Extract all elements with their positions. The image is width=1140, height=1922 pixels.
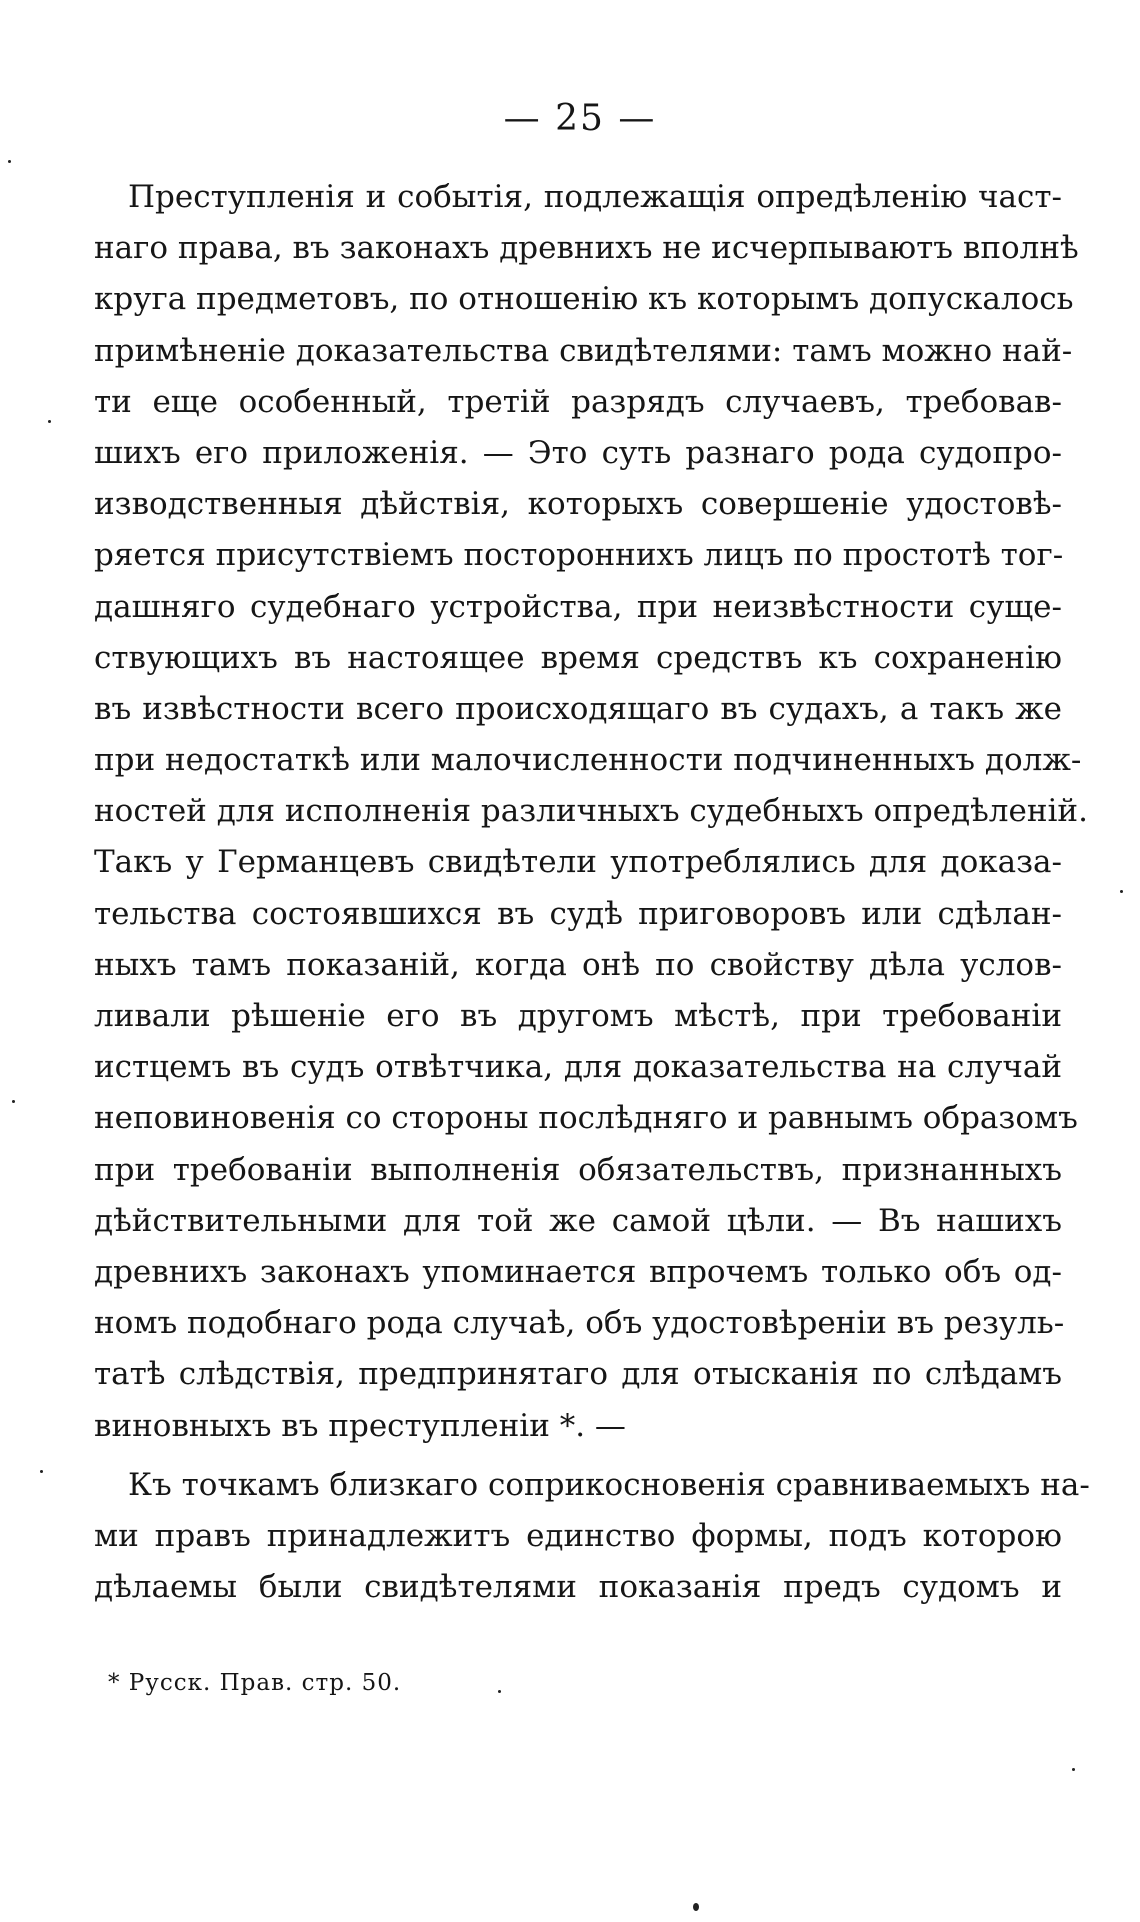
text-line: ныхъ тамъ показаній, когда онѣ по свойству дѣла услов- (94, 946, 1062, 983)
text-line: виновныхъ въ преступленіи *. — (94, 1407, 626, 1444)
text-line: ряется присутствіемъ постороннихъ лицъ по простотѣ тог- (94, 537, 1064, 574)
text-line: Къ точкамъ близкаго соприкосновенія сравниваемыхъ на- (128, 1466, 1090, 1503)
text-line: круга предметовъ, по отношенію къ которымъ допускалось (94, 281, 1074, 318)
text-line: дѣйствительными для той же самой цѣли. — Въ нашихъ (94, 1202, 1062, 1239)
text-line: наго права, въ законахъ древнихъ не исчерпываютъ вполнѣ (94, 230, 1079, 267)
paragraph-gap (94, 1452, 1062, 1460)
footnote: * Русск. Прав. стр. 50. (108, 1670, 402, 1696)
text-line: ми правъ принадлежитъ единство формы, подъ которою (94, 1517, 1062, 1554)
scan-speck (693, 1903, 699, 1911)
text-line: при недостаткѣ или малочисленности подчиненныхъ долж- (94, 742, 1082, 779)
text-line: номъ подобнаго рода случаѣ, объ удостовѣреніи въ резуль- (94, 1305, 1065, 1342)
text-line: Такъ у Германцевъ свидѣтели употреблялись для доказа- (94, 844, 1062, 881)
text-line: ствующихъ въ настоящее время средствъ къ сохраненію (94, 639, 1062, 676)
paragraph-2 (94, 1460, 1090, 1614)
text-line: ти еще особенный, третій разрядъ случаевъ, требовав- (94, 383, 1062, 420)
text-line: въ извѣстности всего происходящаго въ судахъ, а такъ же (94, 690, 1062, 727)
text-line: тельства состоявшихся въ судѣ приговоровъ или сдѣлан- (94, 895, 1062, 932)
scan-speck (40, 1470, 43, 1473)
text-line: неповиновенія со стороны послѣдняго и равнымъ образомъ (94, 1100, 1078, 1137)
text-line: древнихъ законахъ упоминается впрочемъ только объ од- (94, 1253, 1062, 1290)
text-line: шихъ его приложенія. — Это суть разнаго рода судопро- (94, 434, 1062, 471)
text-line: дашняго судебнаго устройства, при неизвѣстности суще- (94, 588, 1062, 625)
text-line: татѣ слѣдствія, предпринятаго для отысканія по слѣдамъ (94, 1356, 1062, 1393)
scan-speck (1072, 1768, 1075, 1771)
text-line: Преступленія и событія, подлежащія опредѣленію част- (128, 179, 1062, 215)
scan-speck (1120, 890, 1123, 893)
text-line: примѣненіе доказательства свидѣтелями: тамъ можно най- (94, 332, 1073, 369)
paragraph-1 (94, 172, 1088, 1452)
text-line: ливали рѣшеніе его въ другомъ мѣстѣ, при требованіи (94, 998, 1062, 1034)
scan-speck (48, 420, 51, 423)
text-line: изводственныя дѣйствія, которыхъ совершеніе удостовѣ- (94, 486, 1062, 523)
text-line: истцемъ въ судъ отвѣтчика, для доказательства на случай (94, 1049, 1062, 1086)
text-line: дѣлаемы были свидѣтелями показанія предъ судомъ и (94, 1569, 1062, 1606)
body-text (94, 172, 1090, 1613)
page-number: — 25 — (503, 98, 657, 139)
text-line: при требованіи выполненія обязательствъ, признанныхъ (94, 1151, 1062, 1188)
scan-speck (12, 1100, 15, 1103)
scan-speck (498, 1690, 501, 1693)
scan-speck (8, 160, 11, 163)
text-line: ностей для исполненія различныхъ судебныхъ опредѣленій. (94, 793, 1088, 830)
